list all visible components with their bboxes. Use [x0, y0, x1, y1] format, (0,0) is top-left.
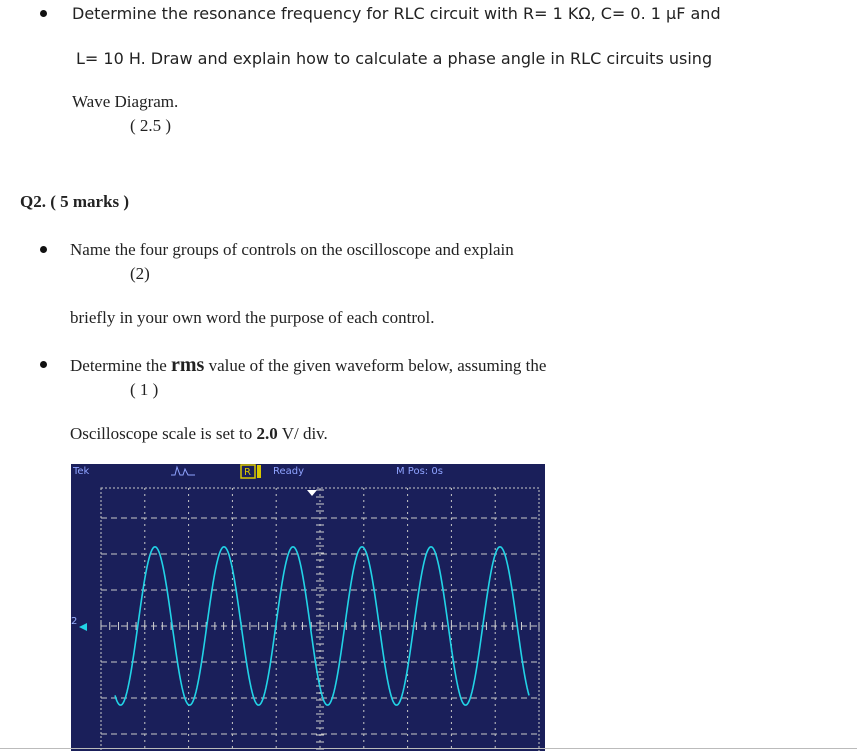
scope-grid [101, 488, 539, 751]
bullet-icon [40, 246, 47, 253]
q1-line-2: L= 10 H. Draw and explain how to calculate a phase angle in RLC circuits using [76, 49, 713, 68]
q1-line-1: Determine the resonance frequency for RLC circuit with R= 1 KΩ, C= 0. 1 µF and [72, 4, 721, 23]
oscilloscope-screen [71, 464, 545, 751]
trigger-position-icon [307, 490, 317, 496]
q2-b2-scale-line [70, 424, 328, 444]
scale-pre: Oscilloscope scale is set to [70, 424, 257, 443]
scope-position: M Pos: 0s [396, 466, 443, 477]
scope-trigger-box: R [244, 467, 251, 478]
q2-b2-marks: ( 1 ) [130, 380, 159, 399]
page-bottom-divider [0, 748, 857, 749]
oscilloscope-svg [71, 464, 545, 751]
trigger-icon [171, 467, 195, 475]
q2-heading [20, 192, 129, 212]
q2-b1-line-2: briefly in your own word the purpose of each control. [70, 308, 435, 327]
channel-marker: 2 [71, 616, 78, 627]
q1-marks: ( 2.5 ) [130, 116, 172, 135]
q2-heading-text: Q2. ( 5 marks ) [20, 192, 130, 211]
scope-brand: Tek [73, 466, 90, 477]
scale-value: 2.0 [256, 424, 278, 443]
q2-b1-line-1: Name the four groups of controls on the oscilloscope and explain [70, 240, 514, 259]
channel-arrow-icon [79, 623, 87, 631]
q2-b2-line-1 [70, 354, 546, 377]
scope-status: Ready [273, 466, 305, 477]
q2-b1-marks: (2) [130, 264, 150, 283]
q1-line-3: Wave Diagram. [72, 92, 179, 111]
scale-post: V/ div. [277, 424, 328, 443]
q2-b2-pre: Determine the [70, 356, 172, 375]
q2-b2-post: value of the given waveform below, assuming the [204, 356, 547, 375]
q2-b2-rms: rms [171, 354, 205, 376]
bullet-icon [40, 361, 47, 368]
bullet-icon [40, 10, 47, 17]
status-bar-icon [257, 465, 261, 478]
